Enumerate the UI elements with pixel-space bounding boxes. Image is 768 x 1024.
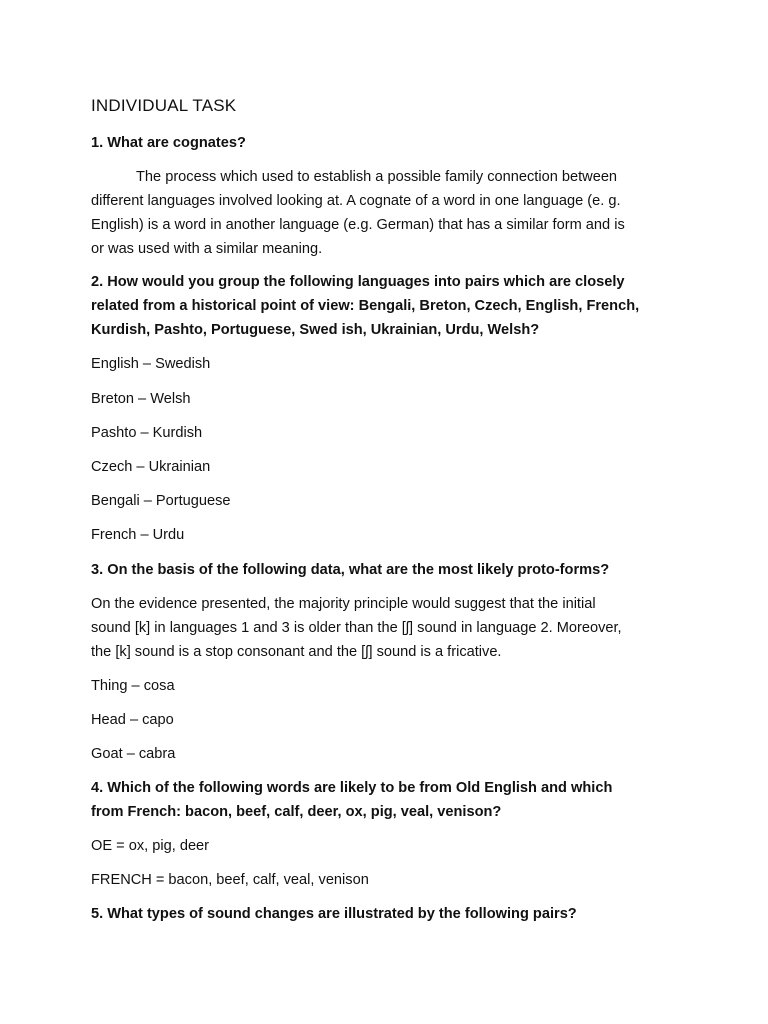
question-5: 5. What types of sound changes are illustrated by the following pairs? bbox=[91, 906, 577, 922]
question-2-line-1: 2. How would you group the following languages into pairs which are closely bbox=[91, 274, 625, 290]
question-4-line-1: 4. Which of the following words are likely to be from Old English and which bbox=[91, 780, 613, 796]
language-pair: English – Swedish bbox=[91, 356, 211, 372]
word-example: Goat – cabra bbox=[91, 746, 176, 762]
question-1: 1. What are cognates? bbox=[91, 135, 246, 151]
question-2-line-2: related from a historical point of view: Bengali, Breton, Czech, English, French, bbox=[91, 298, 640, 314]
page-title: INDIVIDUAL TASK bbox=[91, 96, 237, 115]
answer-3-line-1: On the evidence presented, the majority principle would suggest that the initial bbox=[91, 596, 596, 612]
question-4-line-2: from French: bacon, beef, calf, deer, ox, pig, veal, venison? bbox=[91, 804, 502, 820]
answer-1-line-2: different languages involved looking at. A cognate of a word in one language (e. g. bbox=[91, 193, 621, 209]
answer-4-oe: OE = ox, pig, deer bbox=[91, 838, 210, 854]
word-example: Thing – cosa bbox=[91, 678, 175, 694]
language-pair: Breton – Welsh bbox=[91, 391, 191, 407]
answer-3-line-2: sound [k] in languages 1 and 3 is older than the [ʃ] sound in language 2. Moreover, bbox=[91, 620, 622, 636]
question-3: 3. On the basis of the following data, what are the most likely proto-forms? bbox=[91, 562, 610, 578]
answer-1-line-1: The process which used to establish a possible family connection between bbox=[136, 169, 618, 185]
word-example: Head – capo bbox=[91, 712, 174, 728]
answer-1-line-4: or was used with a similar meaning. bbox=[91, 241, 323, 257]
question-2-line-3: Kurdish, Pashto, Portuguese, Swed ish, Ukrainian, Urdu, Welsh? bbox=[91, 322, 540, 338]
answer-4-french: FRENCH = bacon, beef, calf, veal, venison bbox=[91, 872, 369, 888]
language-pair: French – Urdu bbox=[91, 527, 185, 543]
language-pair: Bengali – Portuguese bbox=[91, 493, 231, 509]
answer-3-line-3: the [k] sound is a stop consonant and the [ʃ] sound is a fricative. bbox=[91, 644, 502, 660]
answer-1-line-3: English) is a word in another language (e.g. German) that has a similar form and is bbox=[91, 217, 625, 233]
language-pair: Pashto – Kurdish bbox=[91, 425, 203, 441]
language-pair: Czech – Ukrainian bbox=[91, 459, 211, 475]
